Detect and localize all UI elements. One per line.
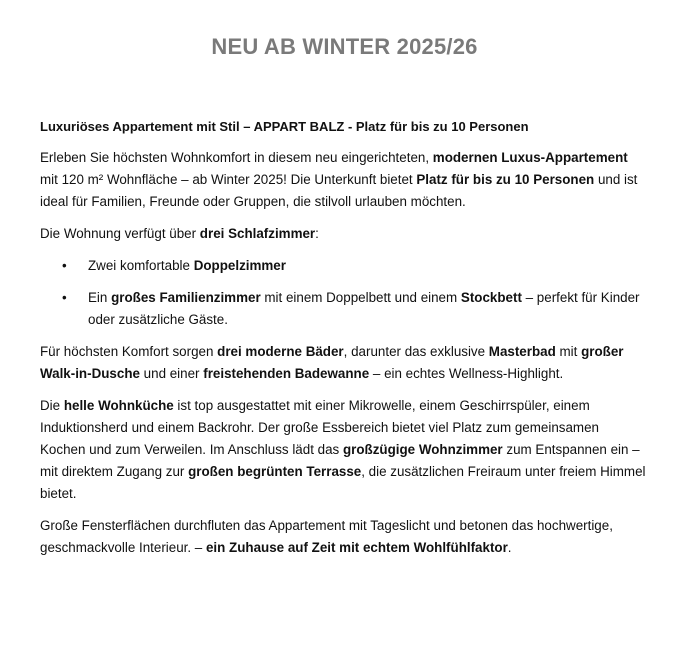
bold-text: ein Zuhause auf Zeit mit echtem Wohlfühlfaktor <box>205 540 508 555</box>
text: – perfekt für Kinder oder zusätzliche Gäste. <box>88 290 640 327</box>
text: , darunter das exklusive <box>343 344 489 359</box>
text: – ein echtes Wellness-Highlight. <box>369 366 564 381</box>
text: und einer <box>139 366 204 381</box>
text: ist top ausgestattet mit einer Mikrowelle, einem Geschirrspüler, einem Induktionsherd und einem Backrohr. Der große Essbereich bietet viel Platz zum gemeinsamen Kochen und zum Verweilen. Im Anschluss lädt das <box>40 398 599 457</box>
paragraph-kitchen <box>40 395 648 505</box>
bedroom-list <box>40 255 648 331</box>
text: mit 120 m² Wohnfläche – ab Winter 2025! Die Unterkunft bietet <box>40 172 417 187</box>
list-item <box>40 287 648 331</box>
bold-text: Masterbad <box>488 344 556 359</box>
paragraph-closing <box>40 515 648 559</box>
bullet-icon: • <box>62 290 67 305</box>
text: Große Fensterflächen durchfluten das Appartement mit Tageslicht und betonen das hochwertige, geschmackvolle Interieur. – <box>40 518 613 555</box>
bold-text: Doppelzimmer <box>193 258 286 273</box>
text: Die <box>40 398 64 413</box>
text: Erleben Sie höchsten Wohnkomfort in diesem neu eingerichteten, <box>40 150 433 165</box>
bold-text: großen begrünten Terrasse <box>188 464 362 479</box>
bold-text: helle Wohnküche <box>63 398 174 413</box>
paragraph-bedrooms <box>40 223 648 245</box>
text: Die Wohnung verfügt über <box>40 226 200 241</box>
bold-text: modernen Luxus-Appartement <box>432 150 628 165</box>
text: . <box>507 540 512 555</box>
subtitle: Luxuriöses Appartement mit Stil – APPART BALZ - Platz für bis zu 10 Personen <box>40 119 529 134</box>
bold-text: großes Familienzimmer <box>111 290 261 305</box>
text: mit einem Doppelbett und einem <box>260 290 461 305</box>
text: und ist ideal für Familien, Freunde oder Gruppen, die stilvoll urlauben möchten. <box>40 172 638 209</box>
text: Für höchsten Komfort sorgen <box>40 344 218 359</box>
text: Ein <box>88 290 112 305</box>
text: : <box>315 226 319 241</box>
text: Zwei komfortable <box>88 258 194 273</box>
bold-text: drei Schlafzimmer <box>199 226 316 241</box>
paragraph-intro <box>40 147 648 213</box>
document-body <box>40 116 648 569</box>
bold-text: Stockbett <box>460 290 522 305</box>
bold-text: Platz für bis zu 10 Personen <box>416 172 595 187</box>
text: zum Entspannen ein – mit direktem Zugang zur <box>40 442 640 479</box>
text: , die zusätzlichen Freiraum unter freiem Himmel bietet. <box>40 464 646 501</box>
bullet-icon: • <box>62 258 67 273</box>
bold-text: freistehenden Badewanne <box>203 366 370 381</box>
list-item <box>40 255 648 277</box>
bold-text: drei moderne Bäder <box>217 344 344 359</box>
text: mit <box>555 344 582 359</box>
bold-text: großer Walk-in-Dusche <box>40 344 624 381</box>
paragraph-bathrooms <box>40 341 648 385</box>
page-title: NEU AB WINTER 2025/26 <box>211 34 478 59</box>
bold-text: großzügige Wohnzimmer <box>342 442 503 457</box>
